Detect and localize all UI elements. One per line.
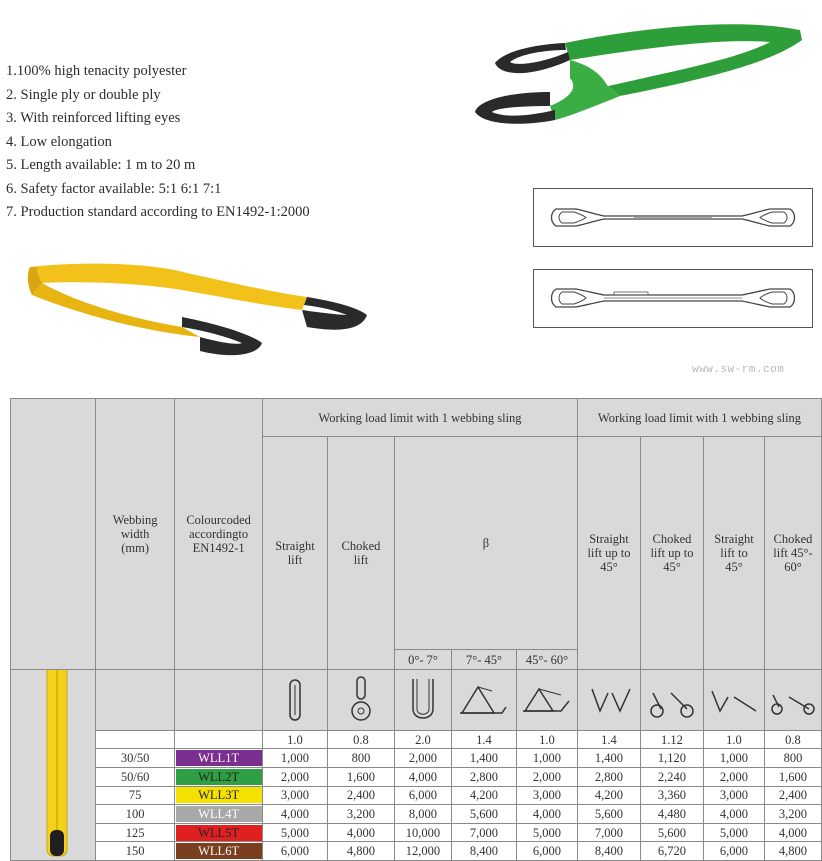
angled-choked-icon xyxy=(765,671,821,729)
empty-cell xyxy=(96,730,175,749)
feature-item: 3. With reinforced lifting eyes xyxy=(6,110,181,126)
width-cell: 150 xyxy=(96,842,175,861)
factor-cell: 0.8 xyxy=(327,730,394,749)
value-cell: 10,000 xyxy=(394,823,451,842)
value-cell: 2,800 xyxy=(451,768,516,787)
green-sling-image xyxy=(470,8,810,133)
value-cell: 2,000 xyxy=(262,768,327,787)
header-straight-up45: Straight lift up to 45° xyxy=(577,437,640,670)
sling-thumbnail-cell xyxy=(11,399,96,670)
value-cell: 3,000 xyxy=(262,786,327,805)
sling-diagram-single-ply xyxy=(533,188,813,247)
width-cell: 125 xyxy=(96,823,175,842)
colour-code-cell xyxy=(175,768,263,787)
width-cell: 75 xyxy=(96,786,175,805)
header-webbing-width: Webbing width (mm) xyxy=(96,399,175,670)
header-straight-lift: Straight lift xyxy=(262,437,327,670)
straight-up45-diagram-cell xyxy=(577,670,640,731)
basket-wide-icon xyxy=(517,671,577,729)
yellow-sling-image xyxy=(22,255,372,365)
value-cell: 1,600 xyxy=(327,768,394,787)
value-cell: 2,000 xyxy=(394,749,451,768)
value-cell: 8,000 xyxy=(394,805,451,824)
table-row xyxy=(11,805,822,824)
table-row xyxy=(11,842,822,861)
factor-cell: 2.0 xyxy=(394,730,451,749)
value-cell: 5,600 xyxy=(577,805,640,824)
value-cell: 1,000 xyxy=(516,749,577,768)
value-cell: 4,800 xyxy=(764,842,821,861)
colour-swatch: WLL2T xyxy=(176,769,262,785)
colour-swatch: WLL6T xyxy=(176,843,262,859)
value-cell: 4,480 xyxy=(640,805,703,824)
empty-header-cell xyxy=(175,670,263,731)
value-cell: 3,000 xyxy=(703,786,764,805)
basket-7-45-diagram-cell xyxy=(451,670,516,731)
value-cell: 1,000 xyxy=(262,749,327,768)
colour-swatch: WLL4T xyxy=(176,806,262,822)
value-cell: 1,120 xyxy=(640,749,703,768)
value-cell: 6,000 xyxy=(262,842,327,861)
factor-cell: 0.8 xyxy=(764,730,821,749)
value-cell: 4,000 xyxy=(516,805,577,824)
header-choked-up45: Choked lift up to 45° xyxy=(640,437,703,670)
table-row xyxy=(11,749,822,768)
value-cell: 3,200 xyxy=(764,805,821,824)
value-cell: 6,000 xyxy=(516,842,577,861)
value-cell: 4,200 xyxy=(451,786,516,805)
value-cell: 2,000 xyxy=(516,768,577,787)
basket-angled-icon xyxy=(452,671,516,729)
table-row xyxy=(11,823,822,842)
value-cell: 2,240 xyxy=(640,768,703,787)
value-cell: 1,600 xyxy=(764,768,821,787)
choked-45-60-diagram-cell xyxy=(764,670,821,731)
double-ply-sling-icon xyxy=(534,270,812,327)
empty-cell xyxy=(175,730,263,749)
value-cell: 1,400 xyxy=(451,749,516,768)
factor-cell: 1.12 xyxy=(640,730,703,749)
value-cell: 5,000 xyxy=(262,823,327,842)
feature-list xyxy=(6,60,426,225)
value-cell: 3,360 xyxy=(640,786,703,805)
factor-cell: 1.4 xyxy=(451,730,516,749)
value-cell: 7,000 xyxy=(577,823,640,842)
feature-item: 6. Safety factor available: 5:1 6:1 7:1 xyxy=(6,180,222,197)
basket-0-7-diagram-cell xyxy=(394,670,451,731)
colour-code-cell xyxy=(175,786,263,805)
vertical-sling-icon xyxy=(11,670,95,860)
two-leg-choked-icon xyxy=(641,671,703,729)
two-leg-straight-icon xyxy=(578,671,640,729)
header-straight-to45: Straight lift to 45° xyxy=(703,437,764,670)
value-cell: 6,000 xyxy=(703,842,764,861)
colour-swatch: WLL5T xyxy=(176,825,262,841)
vertical-yellow-sling-icon xyxy=(11,399,95,669)
value-cell: 2,000 xyxy=(703,768,764,787)
value-cell: 4,000 xyxy=(262,805,327,824)
factor-cell: 1.0 xyxy=(703,730,764,749)
feature-item: 2. Single ply or double ply xyxy=(6,86,161,103)
header-group-1: Working load limit with 1 webbing sling xyxy=(262,399,577,437)
factor-cell: 1.4 xyxy=(577,730,640,749)
header-choked-lift: Choked lift xyxy=(327,437,394,670)
sling-diagram-double-ply xyxy=(533,269,813,328)
header-group-2: Working load limit with 1 webbing sling xyxy=(577,399,821,437)
choked-lift-icon xyxy=(328,671,394,729)
value-cell: 12,000 xyxy=(394,842,451,861)
value-cell: 5,600 xyxy=(640,823,703,842)
header-choked-45-60: Choked lift 45°- 60° xyxy=(764,437,821,670)
straight-to45-diagram-cell xyxy=(703,670,764,731)
basket-vertical-icon xyxy=(395,671,451,729)
header-beta-0-7: 0°- 7° xyxy=(394,650,451,670)
width-cell: 100 xyxy=(96,805,175,824)
load-limit-table xyxy=(10,398,822,861)
header-beta-45-60: 45°- 60° xyxy=(516,650,577,670)
value-cell: 2,400 xyxy=(764,786,821,805)
feature-item: 4. Low elongation xyxy=(6,133,112,150)
straight-lift-diagram-cell xyxy=(262,670,327,731)
value-cell: 3,000 xyxy=(516,786,577,805)
value-cell: 5,600 xyxy=(451,805,516,824)
empty-header-cell xyxy=(96,670,175,731)
header-beta-7-45: 7°- 45° xyxy=(451,650,516,670)
choked-lift-diagram-cell xyxy=(327,670,394,731)
width-cell: 50/60 xyxy=(96,768,175,787)
value-cell: 5,000 xyxy=(703,823,764,842)
value-cell: 6,000 xyxy=(394,786,451,805)
value-cell: 4,200 xyxy=(577,786,640,805)
single-ply-sling-icon xyxy=(534,189,812,246)
value-cell: 7,000 xyxy=(451,823,516,842)
colour-code-cell xyxy=(175,749,263,768)
value-cell: 5,000 xyxy=(516,823,577,842)
feature-item: 7. Production standard according to EN1492-1:2000 xyxy=(6,204,310,220)
value-cell: 4,000 xyxy=(394,768,451,787)
value-cell: 8,400 xyxy=(577,842,640,861)
value-cell: 3,200 xyxy=(327,805,394,824)
value-cell: 800 xyxy=(327,749,394,768)
factor-cell: 1.0 xyxy=(262,730,327,749)
width-cell: 30/50 xyxy=(96,749,175,768)
table-row xyxy=(11,786,822,805)
basket-45-60-diagram-cell xyxy=(516,670,577,731)
straight-lift-icon xyxy=(263,671,327,729)
header-colour-code: Colourcoded accordingto EN1492-1 xyxy=(175,399,263,670)
value-cell: 2,400 xyxy=(327,786,394,805)
angled-straight-icon xyxy=(704,671,764,729)
value-cell: 1,000 xyxy=(703,749,764,768)
feature-item: 1.100% high tenacity polyester xyxy=(6,63,187,79)
table-row xyxy=(11,768,822,787)
value-cell: 2,800 xyxy=(577,768,640,787)
factor-cell: 1.0 xyxy=(516,730,577,749)
value-cell: 6,720 xyxy=(640,842,703,861)
value-cell: 4,000 xyxy=(327,823,394,842)
value-cell: 8,400 xyxy=(451,842,516,861)
colour-code-cell xyxy=(175,842,263,861)
colour-code-cell xyxy=(175,823,263,842)
colour-swatch: WLL3T xyxy=(176,787,262,803)
sling-thumbnail-lower xyxy=(11,670,96,861)
colour-code-cell xyxy=(175,805,263,824)
feature-item: 5. Length available: 1 m to 20 m xyxy=(6,157,196,173)
value-cell: 4,000 xyxy=(764,823,821,842)
watermark: www.sw-rm.com xyxy=(692,364,785,376)
value-cell: 1,400 xyxy=(577,749,640,768)
value-cell: 4,800 xyxy=(327,842,394,861)
header-beta: β xyxy=(394,437,577,650)
colour-swatch: WLL1T xyxy=(176,750,262,766)
choked-up45-diagram-cell xyxy=(640,670,703,731)
value-cell: 4,000 xyxy=(703,805,764,824)
value-cell: 800 xyxy=(764,749,821,768)
